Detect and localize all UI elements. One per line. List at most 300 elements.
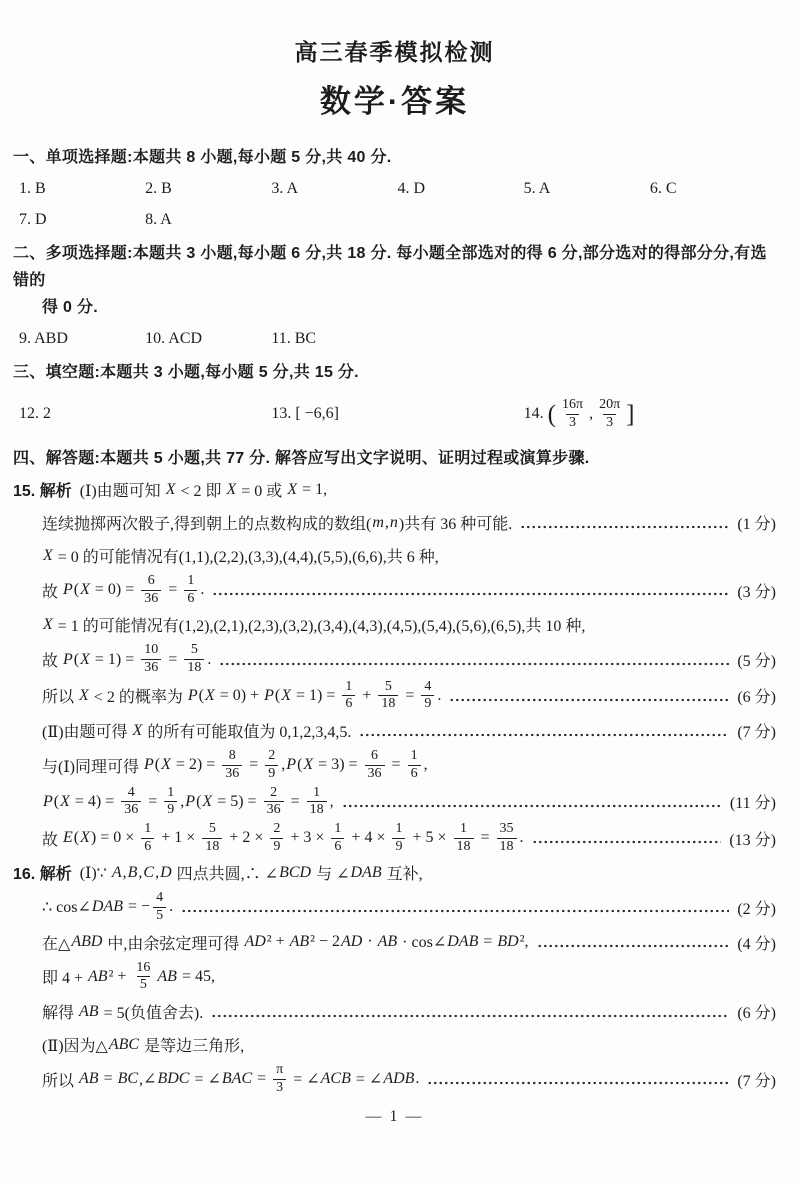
solution-text bbox=[42, 679, 441, 713]
solution-line bbox=[13, 642, 776, 676]
dotted-leader bbox=[449, 698, 729, 702]
text-run: = ∠ bbox=[289, 1071, 320, 1089]
fraction-denominator: 18 bbox=[497, 838, 517, 855]
text-run: ( bbox=[274, 686, 281, 704]
fraction-numerator: 1 bbox=[187, 573, 195, 588]
text-run: = bbox=[144, 792, 162, 810]
text-run: < 2 的概率为 bbox=[89, 689, 187, 707]
fraction-numerator: 2 bbox=[268, 748, 276, 764]
text-run: . bbox=[519, 829, 524, 847]
text-run: 解得 bbox=[42, 1005, 79, 1022]
section-header bbox=[13, 445, 776, 472]
math-run: X bbox=[132, 721, 143, 739]
answer-item: 8. A bbox=[145, 211, 172, 228]
text-run: ( bbox=[73, 650, 80, 668]
text-run: (Ⅰ)∵ bbox=[71, 864, 111, 882]
text-run: = bbox=[387, 756, 405, 774]
fraction-numerator: π bbox=[276, 1062, 284, 1077]
math-run: ADB bbox=[383, 1070, 415, 1088]
solution-text bbox=[42, 511, 512, 534]
solution-text bbox=[42, 719, 351, 742]
fraction bbox=[202, 822, 222, 854]
text-run: . bbox=[415, 1070, 420, 1088]
fraction-denominator: 3 bbox=[603, 414, 616, 431]
solution-text bbox=[42, 890, 173, 924]
text-run: 故 bbox=[42, 653, 63, 671]
math-run: X bbox=[281, 686, 291, 704]
text-run: 13. [ −6,6] bbox=[271, 405, 340, 422]
solution-line bbox=[13, 474, 776, 505]
text-run: = 5(负值舍去). bbox=[99, 1005, 204, 1022]
math-run: BD bbox=[497, 933, 519, 951]
math-run: BDC bbox=[157, 1070, 190, 1088]
solution-text bbox=[13, 861, 423, 884]
fraction-denominator: 18 bbox=[378, 695, 398, 712]
dotted-leader bbox=[520, 525, 729, 529]
text-run: , bbox=[180, 792, 185, 810]
math-run: X bbox=[79, 686, 89, 704]
answer-row bbox=[13, 204, 776, 235]
text-run: , bbox=[423, 756, 428, 774]
text-run: = 1) = bbox=[90, 650, 139, 668]
fraction-numerator: 1 bbox=[395, 820, 403, 836]
text-run: ² + bbox=[108, 967, 131, 985]
text-run: ² − 2 bbox=[310, 933, 340, 951]
text-run: ∴ cos∠ bbox=[42, 899, 91, 917]
text-run: ², bbox=[519, 933, 529, 951]
text-run: 中,由余弦定理可得 bbox=[103, 935, 244, 953]
text-run: . bbox=[207, 650, 212, 668]
math-run: BCD bbox=[279, 863, 312, 881]
math-run: DAB bbox=[350, 863, 382, 881]
text-run: 是等边三角形, bbox=[140, 1038, 245, 1055]
fraction-numerator: 5 bbox=[190, 642, 198, 658]
fraction bbox=[133, 961, 153, 993]
math-run: AD bbox=[340, 933, 363, 951]
fraction bbox=[497, 822, 517, 854]
solution-line bbox=[13, 609, 776, 640]
fraction bbox=[273, 1063, 286, 1095]
fraction bbox=[121, 786, 141, 818]
math-run: P bbox=[63, 650, 73, 668]
fraction-numerator: 5 bbox=[208, 820, 216, 836]
section-header-line: 二、多项选择题:本题共 3 小题,每小题 6 分,共 18 分. 每小题全部选对的得 6 分,部分选对的得部分分,有选错的 bbox=[13, 245, 767, 289]
math-run: X bbox=[80, 581, 90, 599]
solution-text bbox=[13, 478, 327, 501]
text-run: . bbox=[200, 581, 205, 599]
fraction-denominator: 3 bbox=[273, 1079, 286, 1096]
text-run: (Ⅰ)由题可知 bbox=[71, 483, 165, 500]
solution-text bbox=[42, 748, 428, 782]
text-run: 与 ∠ bbox=[312, 866, 350, 884]
answer-item: 7. D bbox=[19, 211, 47, 228]
text-run: ( bbox=[297, 756, 303, 774]
fraction-denominator: 36 bbox=[141, 659, 161, 676]
section-header bbox=[13, 240, 776, 321]
text-run: + 2 × bbox=[225, 829, 268, 847]
solution-text bbox=[42, 785, 334, 819]
text-run: = 5) = bbox=[213, 792, 261, 810]
text-run: (Ⅱ)由题可得 bbox=[42, 724, 132, 742]
document-body bbox=[13, 144, 776, 1096]
fraction bbox=[141, 822, 154, 854]
fill-answer bbox=[271, 405, 523, 423]
text-run: = 0 的可能情况有(1,1),(2,2),(3,3),(4,4),(5,5),(6,6),共 6 种, bbox=[53, 549, 439, 566]
math-run: P bbox=[286, 756, 297, 774]
text-run: 即 4 + bbox=[42, 970, 88, 988]
text-run: = 1, bbox=[298, 480, 328, 498]
exam-subtitle: 数学·答案 bbox=[319, 84, 470, 119]
math-run: X bbox=[43, 615, 53, 633]
text-run: ( bbox=[73, 581, 80, 599]
text-run: = bbox=[245, 756, 263, 774]
text-run: = 4) = bbox=[70, 792, 119, 810]
text-run: < 2 即 bbox=[176, 483, 226, 500]
text-run: 所以 bbox=[42, 1072, 79, 1090]
score-label: (5 分) bbox=[737, 653, 776, 671]
text-run: , bbox=[281, 756, 286, 774]
solution-text bbox=[42, 1000, 203, 1023]
solution-line bbox=[13, 996, 776, 1027]
math-run: C bbox=[143, 863, 155, 881]
math-run: X bbox=[202, 792, 213, 810]
fill-answer bbox=[19, 405, 271, 423]
fraction-numerator: 6 bbox=[147, 573, 155, 588]
text-run: = bbox=[164, 581, 182, 599]
text-run: = ∠ bbox=[351, 1071, 383, 1089]
fraction-denominator: 18 bbox=[184, 659, 204, 676]
math-run: X bbox=[287, 480, 298, 498]
section-header-line: 得 0 分. bbox=[42, 299, 99, 316]
solution-line bbox=[13, 857, 776, 888]
fraction-denominator: 18 bbox=[307, 801, 327, 818]
dotted-leader bbox=[181, 909, 729, 913]
math-run: P bbox=[187, 686, 198, 704]
answer-item: 2. B bbox=[145, 180, 172, 197]
fraction-denominator: 3 bbox=[566, 414, 579, 431]
fraction bbox=[270, 822, 283, 854]
text-run: . bbox=[437, 686, 442, 704]
section-header bbox=[13, 359, 776, 386]
math-run: AB bbox=[157, 967, 177, 985]
text-run: + 5 × bbox=[408, 829, 451, 847]
math-run: m bbox=[372, 513, 384, 531]
section-header-line: 一、单项选择题:本题共 8 小题,每小题 5 分,共 40 分. bbox=[13, 149, 392, 166]
math-run: P bbox=[185, 792, 196, 810]
math-run: P bbox=[143, 756, 154, 774]
solution-line bbox=[13, 960, 776, 994]
fill-answer bbox=[524, 397, 776, 431]
fraction-numerator: 2 bbox=[273, 820, 281, 836]
solution-line bbox=[13, 1062, 776, 1096]
dotted-leader bbox=[359, 733, 729, 737]
bold-text-run: 16. 解析 bbox=[13, 866, 72, 884]
text-run: 互补, bbox=[382, 866, 423, 884]
section-header-line: 三、填空题:本题共 3 小题,每小题 5 分,共 15 分. bbox=[13, 364, 359, 381]
math-run: X bbox=[80, 829, 90, 847]
answer-item: 6. C bbox=[649, 180, 677, 197]
fraction-denominator: 36 bbox=[222, 765, 242, 782]
math-run: D bbox=[160, 863, 172, 881]
fraction-numerator: 6 bbox=[371, 748, 379, 764]
fraction-numerator: 1 bbox=[313, 784, 321, 800]
fraction-numerator: 1 bbox=[334, 820, 342, 836]
math-run: P bbox=[264, 686, 274, 704]
fraction-numerator: 1 bbox=[345, 678, 353, 694]
text-run: )共有 36 种可能. bbox=[398, 516, 513, 533]
text-run: = 0) = bbox=[90, 581, 139, 599]
math-run: ABC bbox=[108, 1035, 140, 1053]
text-run: = 45, bbox=[177, 967, 215, 985]
dotted-leader bbox=[532, 840, 722, 844]
math-run: n bbox=[389, 513, 398, 531]
fraction-numerator: 16 bbox=[136, 959, 151, 975]
text-run: = bbox=[99, 1070, 117, 1088]
text-run: ) = 0 × bbox=[90, 829, 139, 847]
answer-item: 11. BC bbox=[271, 330, 317, 347]
text-run: = ∠ bbox=[190, 1071, 221, 1089]
fraction-denominator: 6 bbox=[184, 590, 197, 607]
text-run: , bbox=[589, 405, 594, 422]
math-run: AB bbox=[88, 967, 108, 985]
dotted-leader bbox=[342, 804, 722, 808]
text-run: ² + bbox=[266, 933, 289, 951]
text-run: , bbox=[138, 863, 143, 881]
text-run: , bbox=[384, 513, 389, 531]
fraction bbox=[264, 786, 284, 818]
text-run: ( bbox=[196, 792, 202, 810]
solution-line bbox=[13, 785, 776, 819]
answer-item: 4. D bbox=[397, 180, 426, 197]
math-run: AB bbox=[289, 933, 310, 951]
text-run: = bbox=[253, 1070, 271, 1088]
text-run: = 0 或 bbox=[237, 483, 287, 500]
text-run: 故 bbox=[42, 583, 63, 601]
text-run: + 4 × bbox=[347, 829, 390, 847]
fraction-denominator: 9 bbox=[164, 801, 177, 818]
solution-line bbox=[13, 927, 776, 958]
fraction bbox=[141, 574, 161, 606]
text-run: = 1 的可能情况有(1,2),(2,1),(2,3),(3,2),(3,4),(4,3),(4,5),(5,4),(5,6),(6,5),共 10 种, bbox=[53, 618, 586, 636]
exam-title: 高三春季模拟检测 bbox=[294, 39, 495, 65]
fraction bbox=[153, 891, 166, 923]
fraction-numerator: 4 bbox=[156, 890, 164, 906]
text-run: = bbox=[286, 792, 304, 810]
math-run: AB bbox=[377, 933, 398, 951]
fraction bbox=[265, 749, 278, 781]
fraction-denominator: 6 bbox=[141, 838, 154, 855]
answer-row bbox=[13, 173, 776, 204]
math-run: X bbox=[80, 650, 90, 668]
math-run: X bbox=[204, 686, 215, 704]
text-run: = bbox=[401, 686, 419, 704]
fraction bbox=[331, 822, 344, 854]
score-label: (7 分) bbox=[737, 724, 776, 742]
math-run: BAC bbox=[221, 1070, 253, 1088]
fraction-numerator: 4 bbox=[424, 678, 432, 694]
fraction-numerator: 20π bbox=[599, 396, 621, 412]
math-run: X bbox=[303, 756, 314, 774]
fraction-numerator: 8 bbox=[228, 748, 236, 764]
solution-text bbox=[42, 931, 529, 954]
fraction-denominator: 36 bbox=[141, 590, 161, 607]
score-label: (4 分) bbox=[737, 935, 776, 953]
solution-line bbox=[13, 890, 776, 924]
answer-row bbox=[13, 323, 776, 354]
solution-line bbox=[13, 715, 776, 746]
solution-text bbox=[42, 613, 585, 636]
fraction-numerator: 10 bbox=[144, 642, 159, 658]
text-run: 的所有可能取值为 0,1,2,3,4,5. bbox=[143, 724, 352, 742]
fraction-denominator: 18 bbox=[454, 838, 474, 855]
text-run: 在△ bbox=[42, 935, 71, 953]
text-run: 12. 2 bbox=[19, 405, 51, 422]
text-run: ,∠ bbox=[139, 1071, 157, 1089]
solution-line bbox=[13, 821, 776, 855]
text-run: = 1) = bbox=[291, 686, 340, 704]
fraction-numerator: 1 bbox=[144, 820, 152, 836]
bracket: ] bbox=[626, 400, 635, 428]
solution-line bbox=[13, 573, 776, 607]
fraction-denominator: 36 bbox=[365, 765, 385, 782]
fraction bbox=[454, 822, 474, 854]
page-number: — 1 — bbox=[365, 1108, 424, 1126]
fraction-numerator: 16π bbox=[561, 396, 584, 412]
fraction bbox=[184, 643, 204, 675]
text-run: = 0) + bbox=[215, 686, 264, 704]
fraction-numerator: 1 bbox=[410, 748, 418, 764]
fraction bbox=[365, 749, 385, 781]
bold-text-run: 15. 解析 bbox=[13, 483, 72, 500]
text-run: + bbox=[358, 686, 376, 704]
fraction-numerator: 35 bbox=[499, 820, 514, 836]
math-run: X bbox=[165, 480, 176, 498]
text-run: (Ⅱ)因为△ bbox=[42, 1038, 108, 1055]
math-run: ABD bbox=[71, 933, 103, 951]
text-run: · cos∠ bbox=[398, 934, 447, 952]
score-label: (6 分) bbox=[737, 1005, 776, 1022]
fraction-denominator: 6 bbox=[342, 695, 355, 712]
text-run: . bbox=[169, 898, 174, 916]
text-run: = bbox=[479, 933, 497, 951]
fraction bbox=[164, 786, 177, 818]
text-run: 连续抛掷两次骰子,得到朝上的点数构成的数组( bbox=[42, 516, 372, 533]
section-header bbox=[13, 144, 776, 171]
text-run: , bbox=[329, 792, 334, 810]
fraction bbox=[141, 643, 161, 675]
score-label: (2 分) bbox=[737, 900, 776, 918]
text-run: ( bbox=[53, 792, 60, 810]
fraction-denominator: 6 bbox=[331, 838, 344, 855]
text-run: , bbox=[122, 863, 127, 881]
answer-item: 5. A bbox=[523, 180, 551, 197]
fraction-numerator: 1 bbox=[167, 784, 175, 800]
fraction-denominator: 5 bbox=[153, 907, 166, 924]
dotted-leader bbox=[211, 1014, 729, 1018]
text-run: = − bbox=[124, 898, 151, 916]
text-run: = bbox=[476, 829, 494, 847]
answer-item: 10. ACD bbox=[145, 330, 203, 347]
fraction-denominator: 36 bbox=[264, 801, 284, 818]
math-run: P bbox=[43, 792, 53, 810]
text-run: 四点共圆,∴ ∠ bbox=[172, 866, 279, 884]
dotted-leader bbox=[219, 662, 729, 666]
text-run: , bbox=[155, 863, 160, 881]
fill-answer-row bbox=[13, 388, 776, 440]
fraction-denominator: 9 bbox=[392, 838, 405, 855]
text-run: 14. bbox=[523, 405, 548, 422]
dotted-leader bbox=[427, 1081, 729, 1085]
text-run: ( bbox=[73, 829, 80, 847]
fraction-denominator: 18 bbox=[202, 838, 222, 855]
fraction bbox=[392, 822, 405, 854]
fraction-denominator: 9 bbox=[270, 838, 283, 855]
math-run: BC bbox=[117, 1070, 139, 1088]
text-run: = 2) = bbox=[171, 756, 220, 774]
answer-item: 3. A bbox=[271, 180, 298, 197]
bracket: ( bbox=[547, 400, 556, 428]
text-run: + 3 × bbox=[286, 829, 329, 847]
math-run: DAB bbox=[447, 933, 479, 951]
score-label: (11 分) bbox=[729, 795, 776, 813]
text-run: 与(Ⅰ)同理可得 bbox=[42, 758, 143, 776]
score-label: (7 分) bbox=[737, 1072, 776, 1090]
fraction bbox=[596, 398, 623, 430]
solution-line bbox=[13, 748, 776, 782]
math-run: X bbox=[43, 546, 53, 564]
math-run: X bbox=[161, 756, 171, 774]
text-run: = bbox=[164, 650, 182, 668]
fraction-numerator: 5 bbox=[384, 678, 392, 694]
fraction-denominator: 6 bbox=[408, 765, 421, 782]
math-run: X bbox=[60, 792, 70, 810]
solution-line bbox=[13, 507, 776, 538]
solution-text bbox=[42, 1033, 244, 1056]
fraction bbox=[307, 786, 327, 818]
math-run: ACB bbox=[320, 1070, 351, 1088]
fraction-numerator: 4 bbox=[127, 784, 135, 800]
math-run: P bbox=[63, 581, 73, 599]
solution-line bbox=[13, 1029, 776, 1060]
fraction bbox=[421, 680, 434, 712]
fraction bbox=[378, 680, 398, 712]
fraction-denominator: 9 bbox=[421, 695, 434, 712]
math-run: AD bbox=[244, 933, 266, 951]
fraction bbox=[342, 680, 355, 712]
fraction-numerator: 1 bbox=[460, 820, 468, 836]
section-header-line: 四、解答题:本题共 5 小题,共 77 分. 解答应写出文字说明、证明过程或演算步骤. bbox=[13, 450, 590, 467]
text-run: = 3) = bbox=[314, 756, 362, 774]
dotted-leader bbox=[212, 592, 729, 596]
math-run: AB bbox=[79, 1002, 99, 1020]
math-run: AB bbox=[79, 1070, 99, 1088]
solution-text bbox=[42, 960, 215, 994]
score-label: (3 分) bbox=[737, 583, 776, 601]
fraction-denominator: 5 bbox=[137, 976, 150, 993]
text-run: + 1 × bbox=[157, 829, 200, 847]
fraction-denominator: 9 bbox=[265, 765, 278, 782]
text-run: ( bbox=[198, 686, 204, 704]
text-run: ( bbox=[154, 756, 161, 774]
fraction bbox=[408, 749, 421, 781]
math-run: X bbox=[226, 480, 237, 498]
solution-text bbox=[42, 821, 524, 855]
text-run: 所以 bbox=[42, 689, 79, 707]
score-label: (1 分) bbox=[737, 516, 776, 533]
math-run: DAB bbox=[91, 898, 124, 916]
answer-item: 9. ABD bbox=[19, 330, 68, 347]
fraction bbox=[559, 398, 586, 430]
